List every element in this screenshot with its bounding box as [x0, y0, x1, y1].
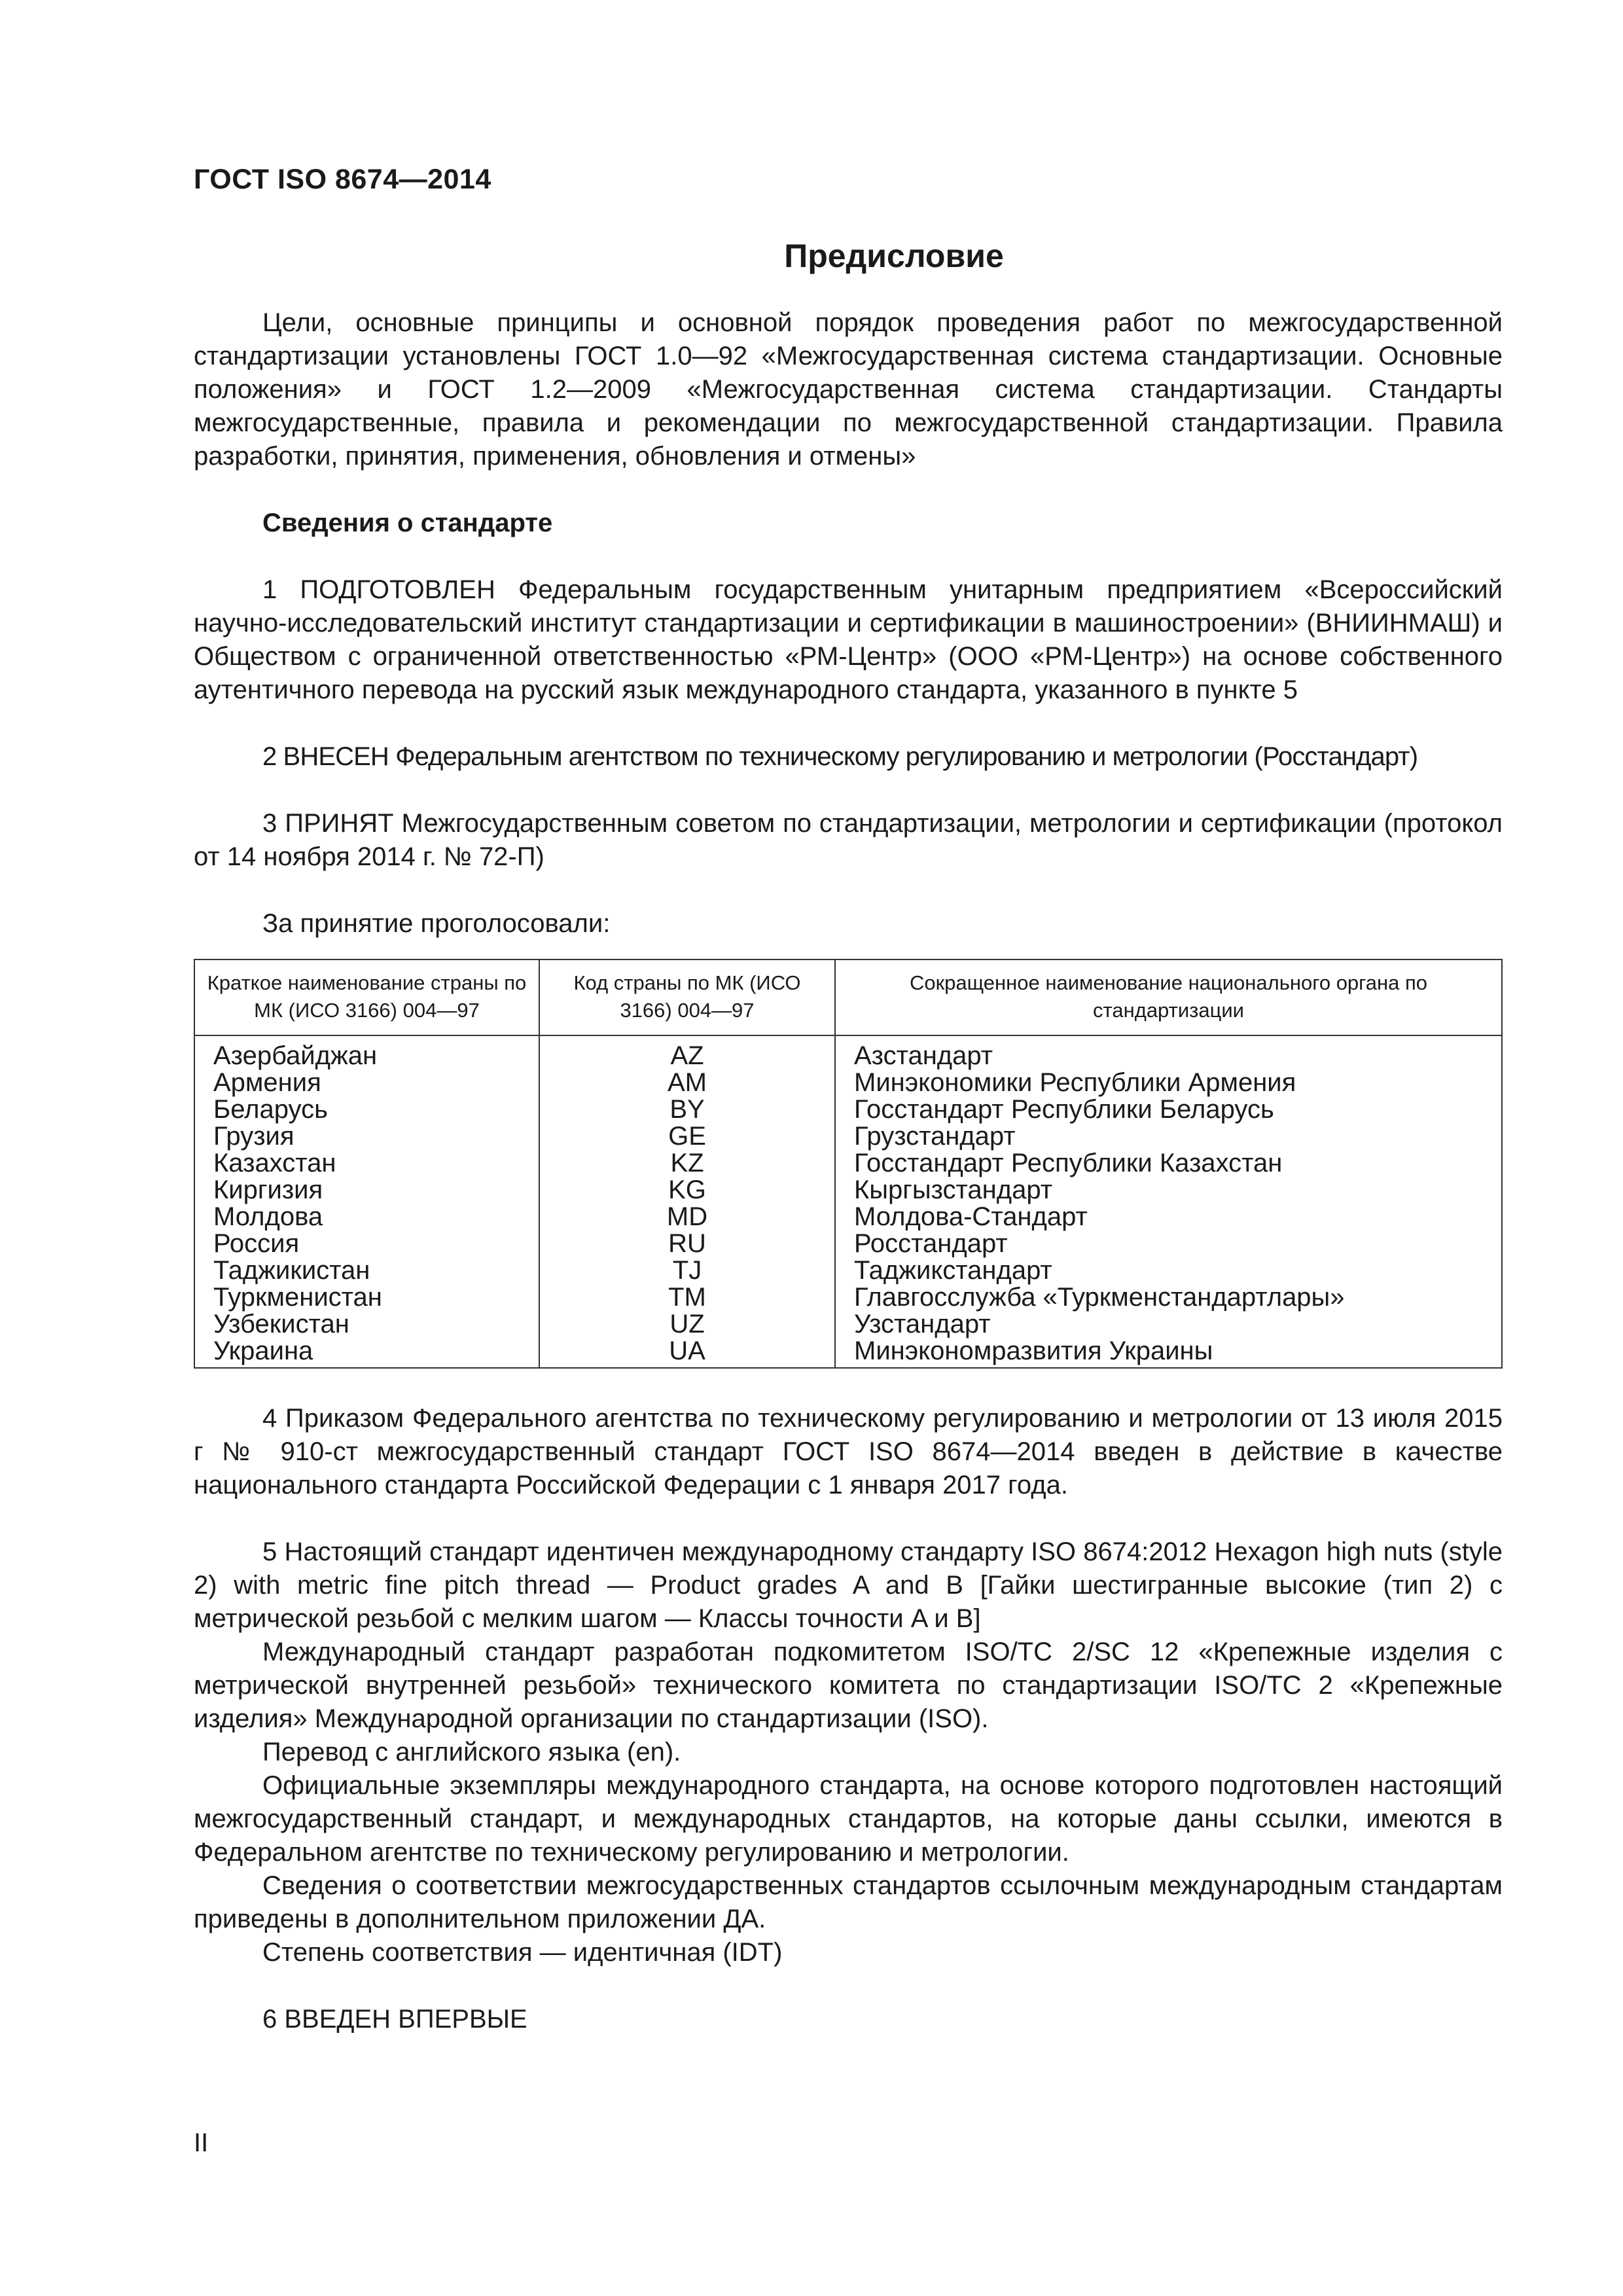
table-row: [194, 1284, 1502, 1311]
cell-country: Россия: [194, 1230, 539, 1257]
cell-country: Туркменистан: [194, 1284, 539, 1311]
header-country: Краткое наименование страны по МК (ИСО 3166) 004—97: [194, 960, 539, 1035]
table-header-row: [194, 960, 1502, 1035]
table-row: [194, 1311, 1502, 1338]
table-row: [194, 1069, 1502, 1096]
cell-code: MD: [539, 1204, 835, 1230]
cell-country: Грузия: [194, 1123, 539, 1150]
document-page: [194, 0, 1503, 2296]
cell-standards-body: Минэкономразвития Украины: [835, 1338, 1502, 1368]
cell-code: TM: [539, 1284, 835, 1311]
item-5-official-copies: Официальные экземпляры международного стандарта, на основе которого подготовлен настоящий межгосударственный стандарт, и международных стандартов, на которые даны ссылки, имеются в Федеральном агентстве по техническому регулированию и метрологии.: [194, 1771, 1503, 1867]
item-5-correspondence: Сведения о соответствии межгосударственных стандартов ссылочным международным стандартам приведены в дополнительном приложении ДА.: [194, 1871, 1503, 1933]
page-title: Предисловие: [784, 238, 1004, 274]
cell-country: Беларусь: [194, 1096, 539, 1123]
item-3-paragraph: 3 ПРИНЯТ Межгосударственным советом по стандартизации, метрологии и сертификации (протокол от 14 ноября 2014 г. № 72-П): [194, 809, 1503, 871]
section-subheading: Сведения о стандарте: [262, 509, 553, 537]
cell-code: KG: [539, 1177, 835, 1204]
cell-country: Молдова: [194, 1204, 539, 1230]
cell-standards-body: Узстандарт: [835, 1311, 1502, 1338]
cell-code: AM: [539, 1069, 835, 1096]
table-row: [194, 1338, 1502, 1368]
cell-standards-body: Главгосслужба «Туркменстандартлары»: [835, 1284, 1502, 1311]
item-5-paragraph: 5 Настоящий стандарт идентичен международному стандарту ISO 8674:2012 Hexagon high nuts (style 2) with metric fine pitch thread — Product grades A and B [Гайки шестигранные высокие (тип 2) с метрической резьбой с мелким шагом — Классы точности A и B]: [194, 1537, 1503, 1633]
header-code: Код страны по МК (ИСО 3166) 004—97: [539, 960, 835, 1035]
item-1-paragraph: 1 ПОДГОТОВЛЕН Федеральным государственным унитарным предприятием «Всероссийский научно-исследовательский институт стандартизации и сертификации в машиностроении» (ВНИИНМАШ) и Обществом с ограниченной ответственностью «РМ-Центр» (ООО «РМ-Центр») на основе собственного аутентичного перевода на русский язык международного стандарта, указанного в пункте 5: [194, 575, 1503, 704]
header-standards-body: Сокращенное наименование национального органа по стандартизации: [835, 960, 1502, 1035]
cell-standards-body: Минэкономики Республики Армения: [835, 1069, 1502, 1096]
cell-code: UZ: [539, 1311, 835, 1338]
cell-country: Киргизия: [194, 1177, 539, 1204]
item-4-paragraph: 4 Приказом Федерального агентства по техническому регулированию и метрологии от 13 июля 2015 г № 910-ст межгосударственный стандарт ГОСТ ISO 8674—2014 введен в действие в качестве национального стандарта Российской Федерации с 1 января 2017 года.: [194, 1404, 1503, 1499]
table-row: [194, 1035, 1502, 1069]
document-body: [194, 306, 1503, 2036]
vote-intro: За принятие проголосовали:: [262, 909, 611, 938]
cell-code: AZ: [539, 1035, 835, 1069]
voting-table: [194, 959, 1503, 1369]
cell-code: BY: [539, 1096, 835, 1123]
item-5-degree: Степень соответствия — идентичная (IDT): [262, 1938, 783, 1967]
cell-standards-body: Таджикстандарт: [835, 1257, 1502, 1284]
item-5-developer: Международный стандарт разработан подкомитетом ISO/TC 2/SC 12 «Крепежные изделия с метрической внутренней резьбой» технического комитета по стандартизации ISO/TC 2 «Крепежные изделия» Международной организации по стандартизации (ISO).: [194, 1638, 1503, 1733]
cell-country: Армения: [194, 1069, 539, 1096]
cell-code: UA: [539, 1338, 835, 1368]
cell-code: TJ: [539, 1257, 835, 1284]
table-row: [194, 1230, 1502, 1257]
cell-standards-body: Госстандарт Республики Казахстан: [835, 1150, 1502, 1177]
item-5-translation: Перевод с английского языка (en).: [262, 1738, 681, 1767]
cell-country: Казахстан: [194, 1150, 539, 1177]
cell-standards-body: Молдова-Стандарт: [835, 1204, 1502, 1230]
cell-code: RU: [539, 1230, 835, 1257]
table-row: [194, 1123, 1502, 1150]
cell-standards-body: Грузстандарт: [835, 1123, 1502, 1150]
document-code: ГОСТ ISO 8674—2014: [194, 164, 491, 195]
item-6-paragraph: 6 ВВЕДЕН ВПЕРВЫЕ: [262, 2005, 527, 2034]
table-row: [194, 1096, 1502, 1123]
table-row: [194, 1257, 1502, 1284]
cell-country: Узбекистан: [194, 1311, 539, 1338]
page-number: II: [194, 2128, 209, 2157]
cell-country: Азербайджан: [194, 1035, 539, 1069]
item-2-paragraph: 2 ВНЕСЕН Федеральным агентством по техническому регулированию и метрологии (Росстандарт): [262, 742, 1418, 771]
cell-code: KZ: [539, 1150, 835, 1177]
cell-standards-body: Росстандарт: [835, 1230, 1502, 1257]
intro-paragraph: Цели, основные принципы и основной порядок проведения работ по межгосударственной стандартизации установлены ГОСТ 1.0—92 «Межгосударственная система стандартизации. Основные положения» и ГОСТ 1.2—2009 «Межгосударственная система стандартизации. Стандарты межгосударственные, правила и рекомендации по межгосударственной стандартизации. Правила разработки, принятия, применения, обновления и отмены»: [194, 308, 1503, 471]
cell-code: GE: [539, 1123, 835, 1150]
cell-standards-body: Азстандарт: [835, 1035, 1502, 1069]
table-row: [194, 1177, 1502, 1204]
cell-standards-body: Кыргызстандарт: [835, 1177, 1502, 1204]
table-row: [194, 1150, 1502, 1177]
cell-country: Украина: [194, 1338, 539, 1368]
cell-standards-body: Госстандарт Республики Беларусь: [835, 1096, 1502, 1123]
table-row: [194, 1204, 1502, 1230]
cell-country: Таджикистан: [194, 1257, 539, 1284]
